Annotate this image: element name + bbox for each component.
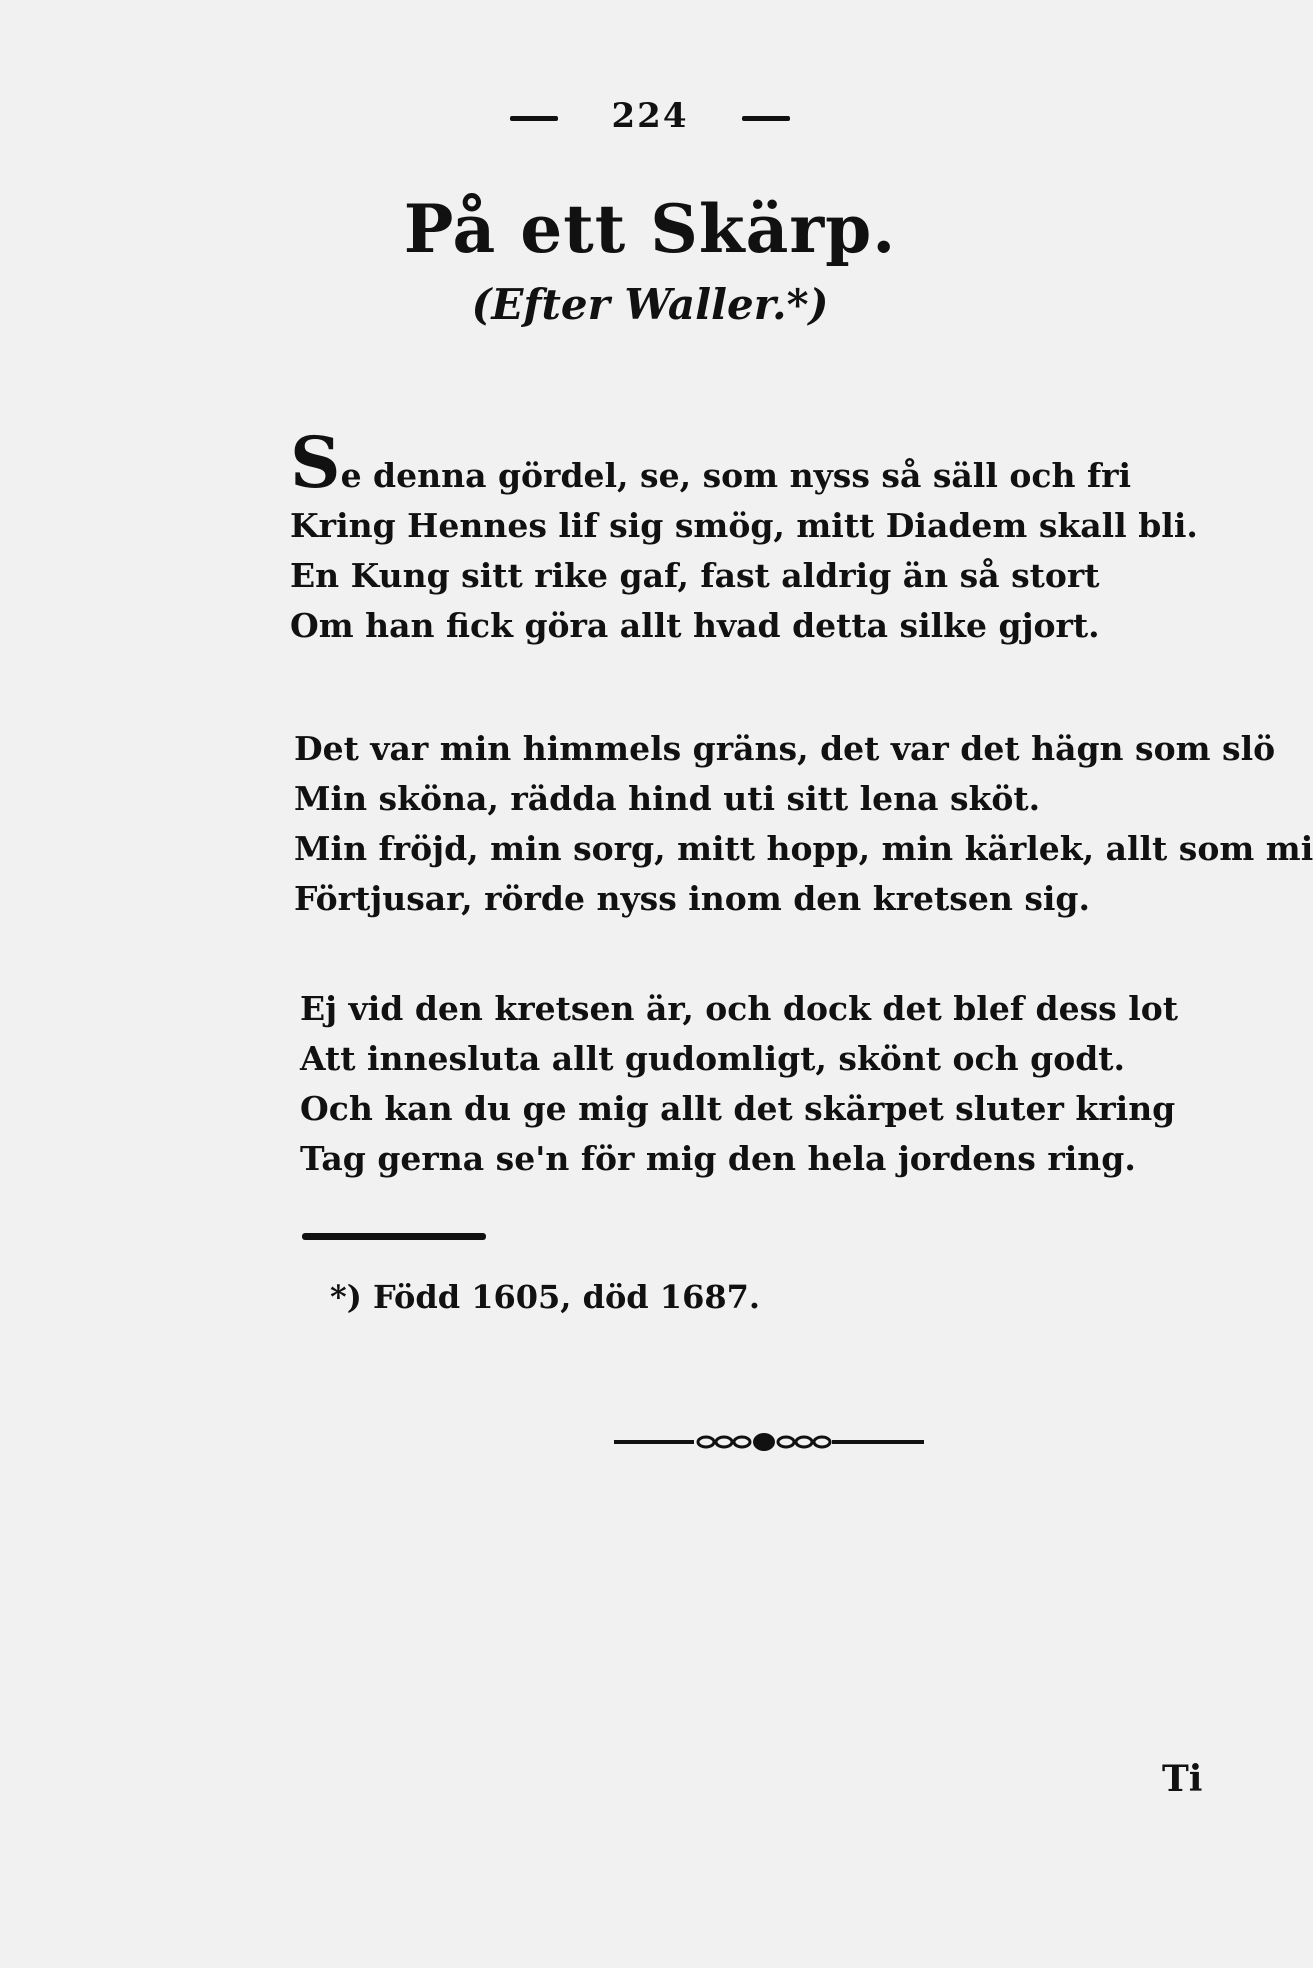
poem-subtitle: (Efter Waller.*): [471, 280, 829, 329]
catchword: Ti: [1162, 1758, 1203, 1800]
verse-line: En Kung sitt rike gaf, fast aldrig än så stort: [290, 556, 1100, 595]
stanza-2: [294, 724, 1313, 924]
verse-line: Om han fick göra allt hvad detta silke gjort.: [290, 606, 1100, 645]
page-number: 224: [611, 96, 689, 136]
verse-line: Och kan du ge mig allt det skärpet sluter kring: [300, 1089, 1176, 1128]
running-header: [0, 96, 1300, 136]
stanza-1: [290, 421, 1210, 651]
verse-line: Det var min himmels gräns, det var det hägn som slö: [294, 729, 1276, 768]
verse-line: Min sköna, rädda hind uti sitt lena sköt.: [294, 779, 1041, 818]
verse-line: Förtjusar, rörde nyss inom den kretsen sig.: [294, 879, 1090, 918]
verse-line: Tag gerna se'n för mig den hela jordens ring.: [300, 1139, 1136, 1178]
verse-line: Ej vid den kretsen är, och dock det blef dess lot: [300, 989, 1179, 1028]
verse-line: Se denna gördel, se, som nyss så säll och fri: [290, 421, 1132, 504]
ornament-divider: [614, 1430, 924, 1454]
header-dash-left: [510, 116, 558, 121]
header-dash-right: [742, 116, 790, 121]
verse-line: Att innesluta allt gudomligt, skönt och godt.: [300, 1039, 1126, 1078]
poem-title: På ett Skärp.: [403, 190, 897, 268]
footnote: *) Född 1605, död 1687.: [330, 1278, 760, 1316]
drop-cap: S: [290, 421, 341, 504]
stanza-3: [300, 984, 1206, 1184]
verse-line: Kring Hennes lif sig smög, mitt Diadem skall bli.: [290, 506, 1198, 545]
footnote-rule: [302, 1233, 486, 1240]
verse-line: Min fröjd, min sorg, mitt hopp, min kärlek, allt som mi: [294, 829, 1313, 868]
